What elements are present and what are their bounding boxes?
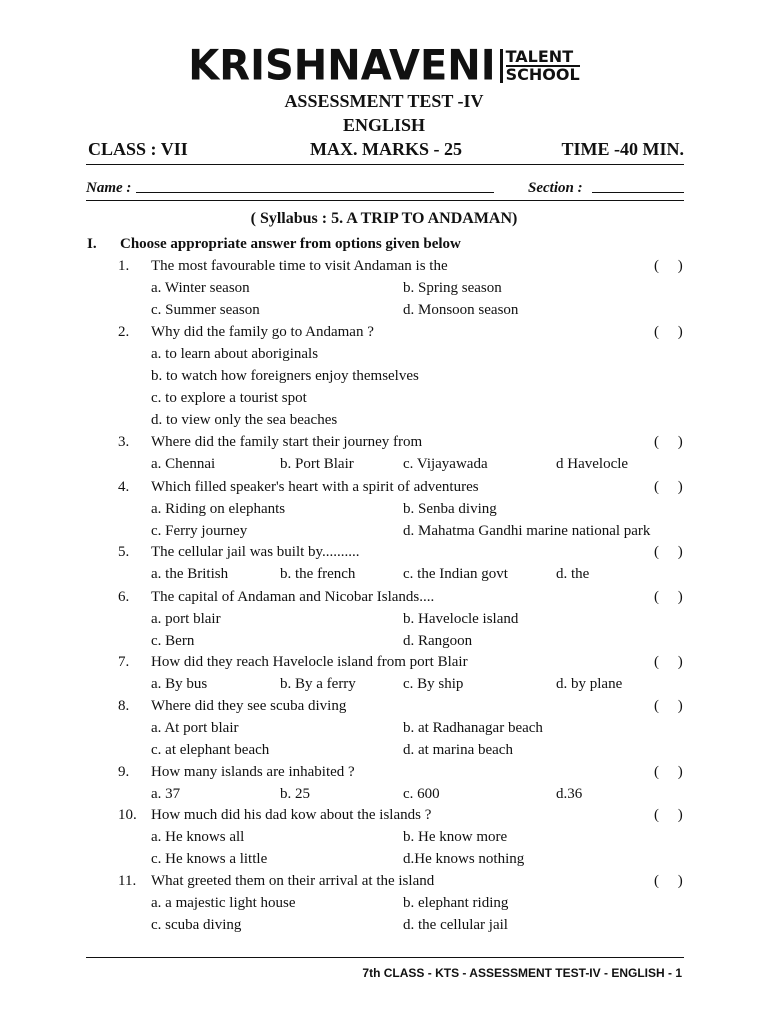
footer-divider (86, 957, 684, 958)
answer-box[interactable]: ( ) (654, 258, 683, 274)
option: c. to explore a tourist spot (151, 390, 307, 406)
subject-title: ENGLISH (342, 115, 426, 135)
question-number: 8. (118, 698, 130, 714)
option: b. Spring season (403, 280, 502, 296)
option: c. He knows a little (151, 851, 268, 867)
option: c. the Indian govt (403, 566, 508, 582)
answer-box[interactable]: ( ) (654, 324, 683, 340)
question-number: 10. (118, 807, 137, 823)
option: d. by plane (556, 676, 623, 692)
option: b. the french (280, 566, 356, 582)
option: a. Riding on elephants (151, 501, 286, 517)
option: c. Bern (151, 633, 195, 649)
question-text: The capital of Andaman and Nicobar Islands.... (151, 589, 435, 605)
option: d. Mahatma Gandhi marine national park (403, 523, 651, 539)
option: d. the (556, 566, 590, 582)
option: b. elephant riding (403, 895, 509, 911)
section-number: I. (87, 236, 97, 252)
question-number: 2. (118, 324, 130, 340)
option: d. Monsoon season (403, 302, 519, 318)
option: c. Summer season (151, 302, 260, 318)
school-logo (0, 41, 768, 91)
option: b. By a ferry (280, 676, 356, 692)
question-text: The cellular jail was built by.......... (151, 544, 360, 560)
syllabus-line: ( Syllabus : 5. A TRIP TO ANDAMAN) (250, 210, 518, 227)
option: d. to view only the sea beaches (151, 412, 338, 428)
option: d Havelocle (556, 456, 629, 472)
answer-box[interactable]: ( ) (654, 698, 683, 714)
question-text: How much did his dad kow about the islands ? (151, 807, 432, 823)
question-text: The most favourable time to visit Andaman is the (151, 258, 448, 274)
question-number: 11. (118, 873, 137, 889)
class-label: CLASS : VII (88, 139, 188, 159)
answer-box[interactable]: ( ) (654, 434, 683, 450)
option: d. at marina beach (403, 742, 513, 758)
option: a. By bus (151, 676, 208, 692)
time-label: TIME -40 MIN. (561, 139, 684, 159)
option: b. Senba diving (403, 501, 497, 517)
option: a. a majestic light house (151, 895, 296, 911)
option: d.36 (556, 786, 583, 802)
option: b. Havelocle island (403, 611, 519, 627)
option: a. Winter season (151, 280, 250, 296)
test-title: ASSESSMENT TEST -IV (284, 91, 484, 111)
answer-box[interactable]: ( ) (654, 764, 683, 780)
answer-box[interactable]: ( ) (654, 807, 683, 823)
question-number: 3. (118, 434, 130, 450)
option: c. at elephant beach (151, 742, 270, 758)
divider (86, 200, 684, 201)
option: a. to learn about aboriginals (151, 346, 319, 362)
section-field[interactable] (592, 192, 684, 193)
question-text: Which filled speaker's heart with a spirit of adventures (151, 479, 479, 495)
option: b. He know more (403, 829, 508, 845)
option: a. 37 (151, 786, 181, 802)
option: c. Vijayawada (403, 456, 488, 472)
divider (86, 164, 684, 165)
question-text: How many islands are inhabited ? (151, 764, 355, 780)
question-number: 9. (118, 764, 130, 780)
question-text: Where did the family start their journey from (151, 434, 423, 450)
name-label: Name : (86, 180, 132, 196)
option: c. scuba diving (151, 917, 242, 933)
answer-box[interactable]: ( ) (654, 544, 683, 560)
question-text: Why did the family go to Andaman ? (151, 324, 374, 340)
question-number: 4. (118, 479, 130, 495)
question-text: Where did they see scuba diving (151, 698, 347, 714)
option: b. 25 (280, 786, 310, 802)
option: c. Ferry journey (151, 523, 248, 539)
option: a. He knows all (151, 829, 245, 845)
name-field[interactable] (136, 192, 494, 193)
option: a. the British (151, 566, 229, 582)
question-number: 7. (118, 654, 130, 670)
option: b. to watch how foreigners enjoy themselves (151, 368, 419, 384)
question-number: 1. (118, 258, 130, 274)
footer-text: 7th CLASS - KTS - ASSESSMENT TEST-IV - ENGLISH - 1 (362, 966, 682, 980)
answer-box[interactable]: ( ) (654, 873, 683, 889)
option: d. Rangoon (403, 633, 473, 649)
max-marks-label: MAX. MARKS - 25 (310, 139, 462, 159)
page-footer (362, 966, 682, 980)
option: b. at Radhanagar beach (403, 720, 543, 736)
question-text: What greeted them on their arrival at the island (151, 873, 435, 889)
answer-box[interactable]: ( ) (654, 479, 683, 495)
option: d. the cellular jail (403, 917, 508, 933)
question-number: 5. (118, 544, 130, 560)
option: b. Port Blair (280, 456, 354, 472)
answer-box[interactable]: ( ) (654, 654, 683, 670)
logo-main-text: KRISHNAVENI (188, 41, 496, 91)
question-text: How did they reach Havelocle island from port Blair (151, 654, 468, 670)
option: a. port blair (151, 611, 221, 627)
option: c. By ship (403, 676, 464, 692)
logo-sub-text: TALENT SCHOOL (500, 49, 580, 83)
section-instruction: Choose appropriate answer from options given below (120, 236, 461, 252)
option: c. 600 (403, 786, 440, 802)
option: a. Chennai (151, 456, 216, 472)
question-number: 6. (118, 589, 130, 605)
option: d.He knows nothing (403, 851, 525, 867)
answer-box[interactable]: ( ) (654, 589, 683, 605)
section-label: Section : (528, 180, 583, 196)
option: a. At port blair (151, 720, 239, 736)
